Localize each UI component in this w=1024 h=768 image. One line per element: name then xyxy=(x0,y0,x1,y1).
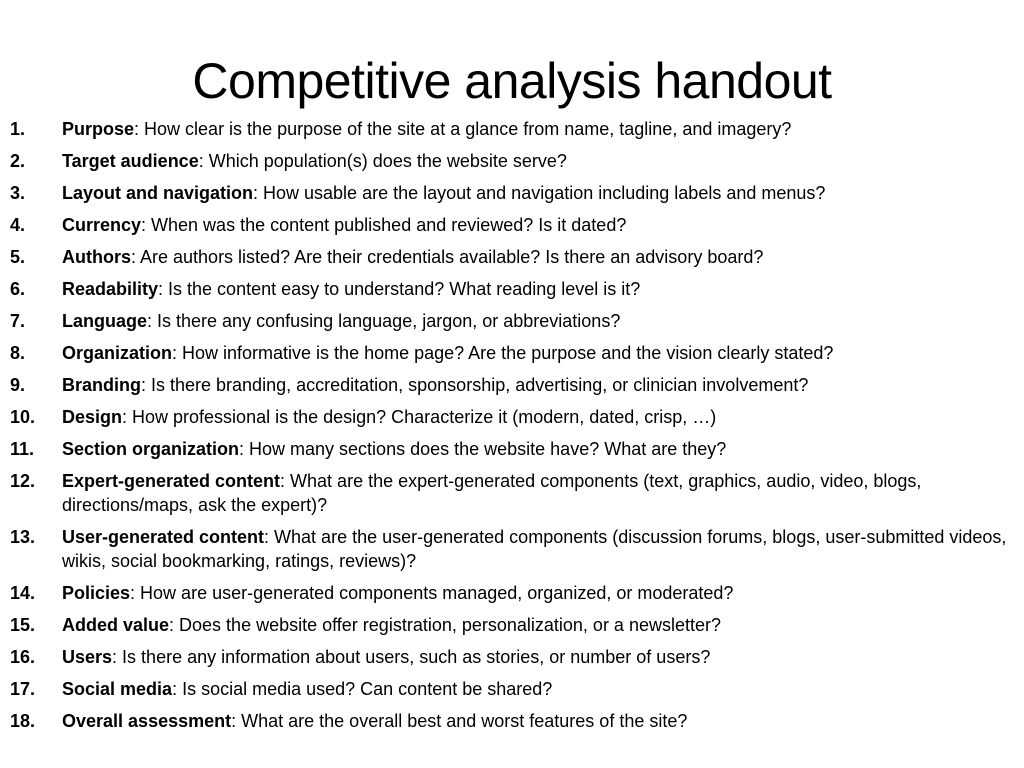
list-item xyxy=(10,645,1018,669)
item-term: Purpose xyxy=(62,119,135,139)
item-description: : What are the user-generated components (discussion forums, blogs, user-submitted videos, wikis, social bookmarking, ratings, reviews)? xyxy=(62,527,1007,571)
item-number: 13. xyxy=(10,527,36,547)
item-term: Expert-generated content xyxy=(62,471,281,491)
item-term: Authors xyxy=(62,247,131,267)
item-number: 6. xyxy=(10,279,26,299)
question-list xyxy=(10,117,1018,741)
item-number: 17. xyxy=(10,679,36,699)
item-description: : Is there branding, accreditation, sponsorship, advertising, or clinician involvement? xyxy=(141,375,809,395)
item-term: Overall assessment xyxy=(62,711,232,731)
item-term: Branding xyxy=(62,375,141,395)
item-description: : Which population(s) does the website serve? xyxy=(198,151,567,171)
item-description: : Is social media used? Can content be shared? xyxy=(172,679,553,699)
item-description: : How professional is the design? Characterize it (modern, dated, crisp, …) xyxy=(122,407,717,427)
item-number: 10. xyxy=(10,407,36,427)
list-item xyxy=(10,181,1018,205)
item-description: : How usable are the layout and navigation including labels and menus? xyxy=(253,183,826,203)
list-item xyxy=(10,213,1018,237)
item-term: Organization xyxy=(62,343,173,363)
item-description: : How are user-generated components managed, organized, or moderated? xyxy=(130,583,734,603)
item-term: Target audience xyxy=(62,151,199,171)
item-number: 4. xyxy=(10,215,26,235)
item-description: : Are authors listed? Are their credentials available? Is there an advisory board? xyxy=(131,247,764,267)
list-item xyxy=(10,405,1018,429)
item-term: Policies xyxy=(62,583,131,603)
list-item xyxy=(10,245,1018,269)
item-number: 14. xyxy=(10,583,36,603)
item-description: : What are the expert-generated components (text, graphics, audio, video, blogs, directions/maps, ask the expert)? xyxy=(62,471,922,515)
list-item xyxy=(10,469,1018,517)
item-number: 1. xyxy=(10,119,26,139)
item-description: : How informative is the home page? Are the purpose and the vision clearly stated? xyxy=(172,343,834,363)
item-number: 16. xyxy=(10,647,36,667)
item-number: 8. xyxy=(10,343,26,363)
list-item xyxy=(10,373,1018,397)
item-number: 7. xyxy=(10,311,26,331)
item-number: 9. xyxy=(10,375,26,395)
list-item xyxy=(10,709,1018,733)
item-term: Added value xyxy=(62,615,170,635)
list-item xyxy=(10,341,1018,365)
item-number: 5. xyxy=(10,247,26,267)
item-description: : Is there any confusing language, jargon, or abbreviations? xyxy=(147,311,621,331)
item-description: : How clear is the purpose of the site at a glance from name, tagline, and imagery? xyxy=(134,119,792,139)
list-item xyxy=(10,525,1018,573)
list-item xyxy=(10,309,1018,333)
item-description: : Does the website offer registration, personalization, or a newsletter? xyxy=(169,615,721,635)
list-item xyxy=(10,437,1018,461)
item-description: : What are the overall best and worst features of the site? xyxy=(231,711,688,731)
list-item xyxy=(10,277,1018,301)
item-number: 11. xyxy=(10,439,35,459)
item-description: : Is there any information about users, such as stories, or number of users? xyxy=(112,647,711,667)
item-term: Social media xyxy=(62,679,173,699)
item-number: 15. xyxy=(10,615,36,635)
item-number: 18. xyxy=(10,711,36,731)
list-item xyxy=(10,117,1018,141)
item-number: 3. xyxy=(10,183,26,203)
item-term: Layout and navigation xyxy=(62,183,254,203)
item-description: : When was the content published and reviewed? Is it dated? xyxy=(141,215,627,235)
item-number: 12. xyxy=(10,471,36,491)
item-term: Language xyxy=(62,311,148,331)
item-term: User-generated content xyxy=(62,527,265,547)
item-term: Section organization xyxy=(62,439,240,459)
slide-title: Competitive analysis handout xyxy=(192,52,832,109)
list-item xyxy=(10,677,1018,701)
list-item xyxy=(10,149,1018,173)
item-description: : Is the content easy to understand? What reading level is it? xyxy=(158,279,641,299)
item-term: Readability xyxy=(62,279,159,299)
item-term: Currency xyxy=(62,215,142,235)
list-item xyxy=(10,581,1018,605)
item-term: Design xyxy=(62,407,123,427)
list-item xyxy=(10,613,1018,637)
item-description: : How many sections does the website have? What are they? xyxy=(239,439,727,459)
item-number: 2. xyxy=(10,151,26,171)
item-term: Users xyxy=(62,647,113,667)
